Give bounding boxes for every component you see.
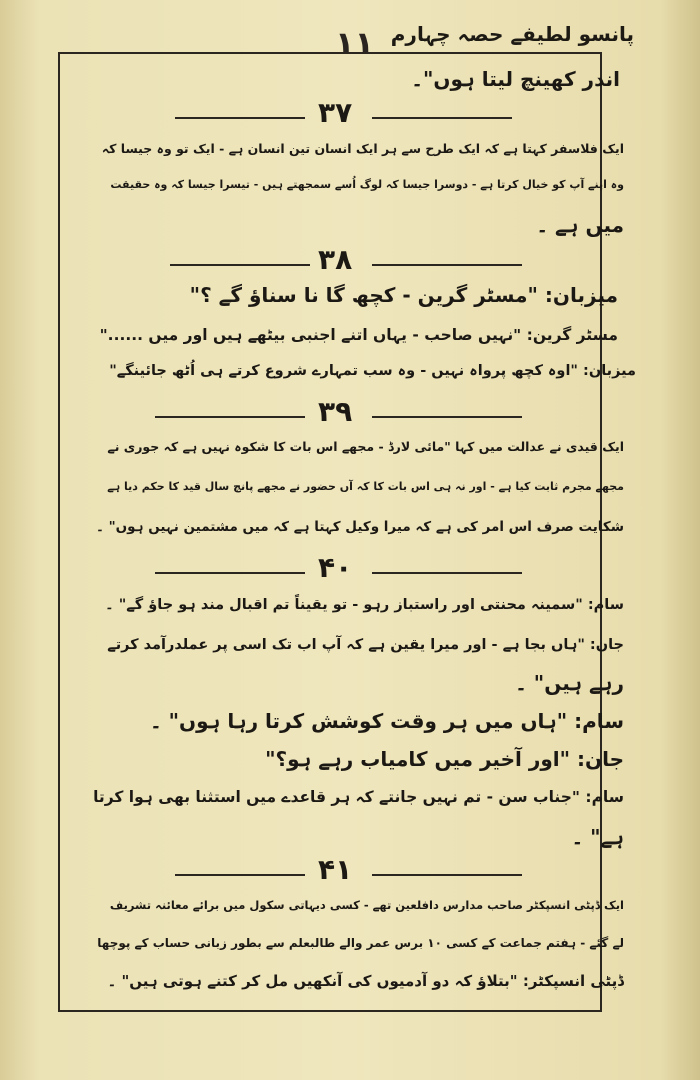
separator-rule: [372, 117, 512, 119]
dialogue-line: سام: "سمینہ محنتی اور راستباز رہو - تو یقیناً تم اقبال مند ہو جاؤ گے" ۔: [105, 597, 624, 613]
page-number: ۱۱: [335, 24, 375, 62]
joke-number: ۳۷: [318, 96, 353, 129]
joke-line: ڈپٹی انسپکٹر: "بتلاؤ کہ دو آدمیوں کی آنکھیں مل کر کتنے ہوتی ہیں" ۔: [107, 972, 624, 990]
joke-number: ۳۸: [318, 243, 353, 276]
dialogue-line: مسٹر گرین: "نہیں صاحب - یہاں اتنے اجنبی بیٹھے ہیں اور میں ......": [99, 326, 618, 344]
joke-line: وہ اپنے آپ کو خیال کرتا ہے - دوسرا جیسا کہ لوگ اُسے سمجھتے ہیں - تیسرا جیسا کہ وہ حقیقت: [110, 178, 624, 191]
separator-rule: [372, 572, 522, 574]
joke-number: ۳۹: [318, 395, 353, 428]
separator-rule: [372, 416, 522, 418]
joke-line: میں ہے ۔: [536, 213, 624, 237]
dialogue-line: سام: "ہاں میں ہر وقت کوشش کرتا رہا ہوں" ۔: [149, 709, 624, 733]
joke-line: لے گئے - ہفتم جماعت کے کسی ۱۰ برس عمر والے طالبعلم سے بطور زبانی حساب کے پوچھا: [97, 936, 624, 950]
separator-rule: [372, 264, 522, 266]
dialogue-line: میزبان: "مسٹر گرین - کچھ گا نا سناؤ گے ؟": [189, 283, 618, 307]
joke-number: ۴۰: [318, 551, 353, 584]
dialogue-line: ہے" ۔: [571, 825, 624, 849]
separator-rule: [155, 572, 305, 574]
joke-number: ۴۱: [318, 853, 353, 886]
dialogue-line: جان: "اور آخیر میں کامیاب رہے ہو؟": [265, 747, 624, 771]
joke-line: ایک قیدی نے عدالت میں کہا "مائی لارڈ - مجھے اس بات کا شکوہ نہیں ہے کہ جوری نے: [107, 439, 624, 454]
dialogue-line: سام: "جناب سن - تم نہیں جانتے کہ ہر قاعدے میں استثنا بھی ہوا کرتا: [93, 788, 624, 806]
separator-rule: [372, 874, 522, 876]
separator-rule: [175, 117, 305, 119]
continuation-line: اندر کھینچ لیتا ہوں"۔: [411, 67, 620, 91]
joke-line: ایک فلاسفر کہتا ہے کہ ایک طرح سے ہر ایک انسان تین انسان ہے - ایک تو وہ جیسا کہ: [101, 141, 624, 156]
separator-rule: [170, 264, 310, 266]
dialogue-line: جان: "ہاں بجا ہے - اور میرا یقین ہے کہ آپ اب تک اسی پر عملدرآمد کرتے: [107, 637, 624, 653]
joke-line: شکایت صرف اس امر کی ہے کہ میرا وکیل کہتا ہے کہ میں مشتمین نہیں ہوں" ۔: [95, 519, 624, 535]
joke-line: مجھے مجرم ثابت کیا ہے - اور نہ ہی اس بات کا کہ آں حضور نے مجھے پانچ سال قید کا حکم دیا ہے: [107, 480, 624, 493]
dialogue-line: میزبان: "اوہ کچھ پرواہ نہیں - وہ سب تمہارے شروع کرتے ہی اُٹھ جائینگے": [109, 363, 636, 379]
running-head: پانسو لطیفے حصہ چہارم: [390, 22, 634, 46]
joke-line: ایک ڈپٹی انسپکٹر صاحب مدارس دافلعین تھے - کسی دیہاتی سکول میں برائے معائنہ تشریف: [109, 898, 624, 912]
separator-rule: [175, 874, 305, 876]
separator-rule: [155, 416, 305, 418]
dialogue-line: رہے ہیں" ۔: [515, 671, 624, 695]
